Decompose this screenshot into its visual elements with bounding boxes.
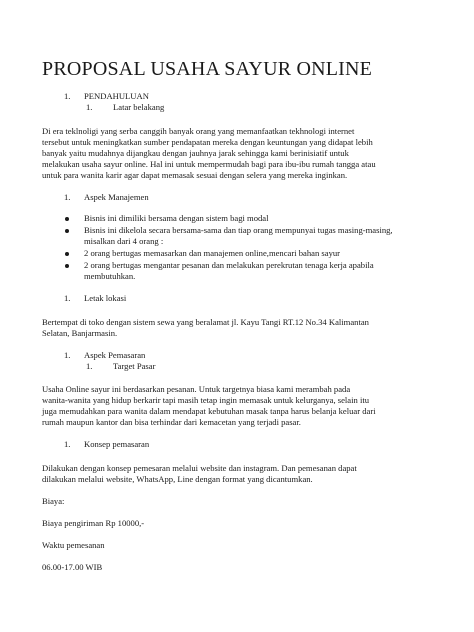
bullet-icon — [65, 264, 69, 268]
waktu-label: Waktu pemesanan — [42, 540, 105, 550]
section-number: 1. — [64, 350, 71, 360]
bullet-icon — [65, 252, 69, 256]
subsection-number: 1. — [86, 102, 93, 112]
subsection-heading-target-pasar: Target Pasar — [113, 361, 156, 371]
paragraph-line: untuk para wanita karir agar dapat memasak sesuai dengan selera yang mereka inginkan. — [42, 170, 348, 180]
section-heading-letak-lokasi: Letak lokasi — [84, 293, 127, 303]
section-heading-aspek-manajemen: Aspek Manajemen — [84, 192, 149, 202]
paragraph-line: banyak yaitu mudahnya dijangkau dengan jauhnya jarak sehingga kami berinisiatif untuk — [42, 148, 349, 158]
waktu-value: 06.00-17.00 WIB — [42, 562, 103, 572]
paragraph-line: rumah maupun kantor dan bisa terhindar dari kemacetan yang terjadi pasar. — [42, 417, 301, 427]
paragraph-line: Usaha Online sayur ini berdasarkan pesanan. Untuk targetnya biasa kami merambah pada — [42, 384, 351, 394]
paragraph-line: Bertempat di toko dengan sistem sewa yang beralamat jl. Kayu Tangi RT.12 No.34 Kalimantan — [42, 317, 369, 327]
paragraph-line: tersebut untuk meningkatkan sumber pendapatan mereka dengan keuntungan yang didapat lebih — [42, 137, 373, 147]
section-heading-konsep-pemasaran: Konsep pemasaran — [84, 439, 150, 449]
bullet-item-text: Bisnis ini dikelola secara bersama-sama dan tiap orang mempunyai tugas masing-masing, — [84, 225, 393, 235]
section-number: 1. — [64, 91, 71, 101]
subsection-number: 1. — [86, 361, 93, 371]
paragraph-line: dilakukan melalui website, WhatsApp, Line dengan format yang dicantumkan. — [42, 474, 313, 484]
bullet-item-text: 2 orang bertugas memasarkan dan manajemen online,mencari bahan sayur — [84, 248, 341, 258]
section-heading-pendahuluan: PENDAHULUAN — [84, 91, 149, 101]
bullet-item-text: membutuhkan. — [84, 271, 136, 281]
bullet-icon — [65, 229, 69, 233]
subsection-heading-latar-belakang: Latar belakang — [113, 102, 165, 112]
paragraph-line: Di era teklnoligi yang serba canggih banyak orang yang memanfaatkan tekhnologi internet — [42, 126, 355, 136]
biaya-value: Biaya pengiriman Rp 10000,- — [42, 518, 145, 528]
bullet-item-text: Bisnis ini dimiliki bersama dengan sistem bagi modal — [84, 213, 269, 223]
paragraph-line: Selatan, Banjarmasin. — [42, 328, 118, 338]
section-number: 1. — [64, 293, 71, 303]
bullet-item-text: misalkan dari 4 orang : — [84, 236, 164, 246]
section-number: 1. — [64, 439, 71, 449]
paragraph-line: wanita-wanita yang hidup berkarir tapi masih tetap ingin memasak untuk kelurganya, selain itu — [42, 395, 370, 405]
paragraph-line: melakukan usaha sayur online. Hal ini untuk mempermudah bagi para ibu-ibu rumah tangga atau — [42, 159, 376, 169]
paragraph-line: Dilakukan dengan konsep pemesaran melalui website dan instagram. Dan pemesanan dapat — [42, 463, 357, 473]
paragraph-line: juga memudahkan para wanita dalam mendapat kebutuhan masak tanpa harus belanja keluar dari — [42, 406, 376, 416]
document-title: PROPOSAL USAHA SAYUR ONLINE — [42, 58, 373, 80]
section-heading-aspek-pemasaran: Aspek Pemasaran — [84, 350, 146, 360]
bullet-icon — [65, 217, 69, 221]
section-number: 1. — [64, 192, 71, 202]
bullet-item-text: 2 orang bertugas mengantar pesanan dan melakukan perekrutan tenaga kerja apabila — [84, 260, 374, 270]
biaya-label: Biaya: — [42, 496, 65, 506]
